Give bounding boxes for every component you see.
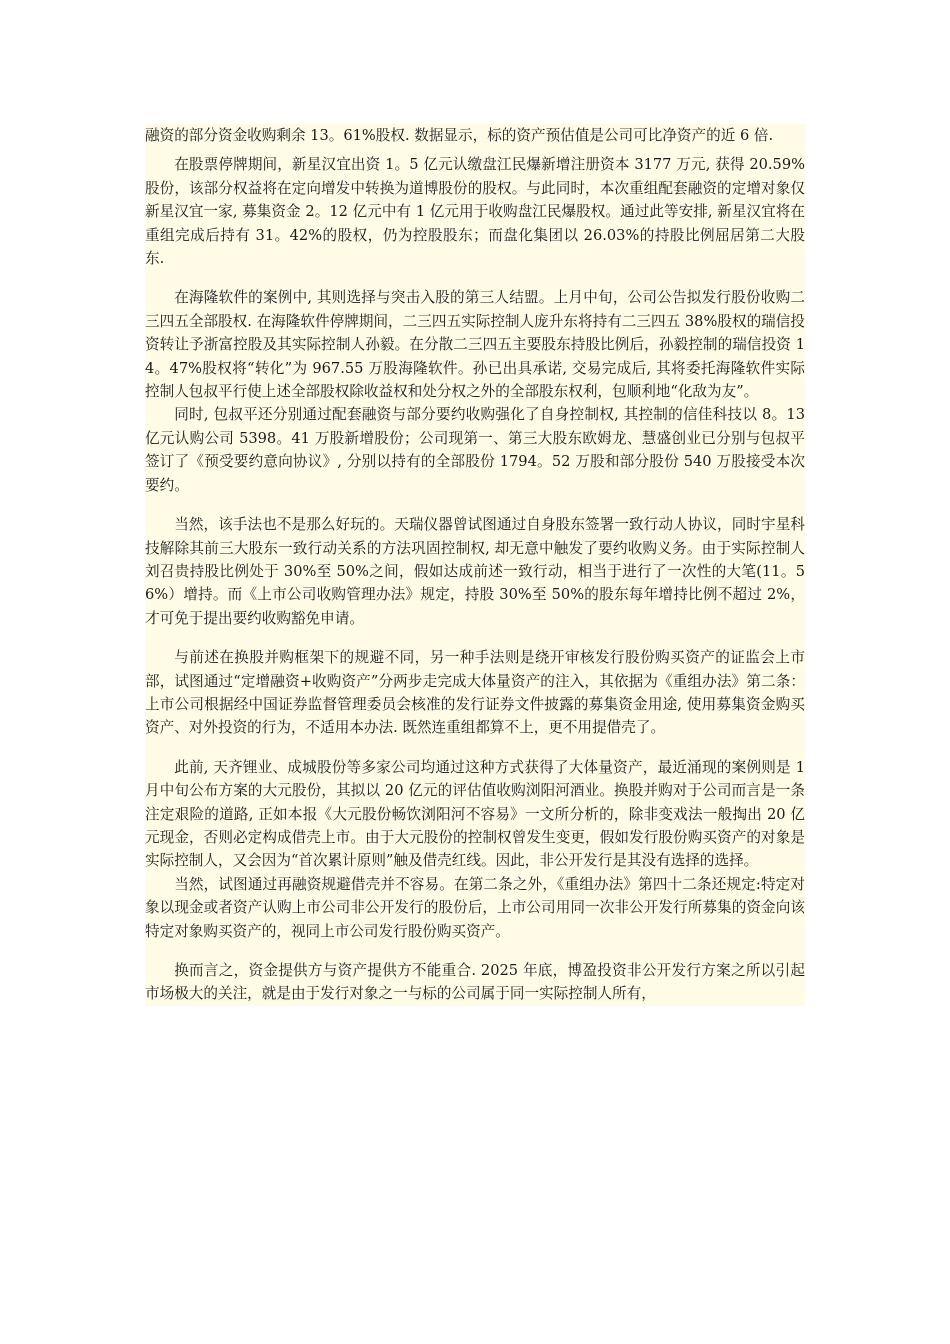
paragraph-6: 与前述在换股并购框架下的规避不同，另一种手法则是绕开审核发行股份购买资产的证监会上市部，试图通过“定增融资+收购资产”分两步走完成大体量资产的注入，其依据为《重组办法》第二条：上市公司根据经中国证券监督管理委员会核准的发行证券文件披露的募集资金用途, 使用募集资金购买资产、对外投资的行为，不适用本办法. 既然连重组都算不上，更不用提借壳了。	[145, 649, 805, 737]
paragraph-3: 在海隆软件的案例中, 其则选择与突击入股的第三人结盟。上月中旬，公司公告拟发行股份收购二三四五全部股权. 在海隆软件停牌期间，二三四五实际控制人庞升东将持有二三四五 38%股权的瑞信投资转让予浙富控股及其实际控制人孙毅。在分散二三四五主要股东持股比例后，孙毅控制的瑞信投资 14。47%股权将“转化”为 967.55 万股海隆软件。孙已出具承诺, 交易完成后, 其将委托海隆软件实际控制人包叔平行使上述全部股权除收益权和处分权之外的全部股东权利，包顺利地“化敌为友”。	[145, 289, 805, 401]
paragraph-5: 当然，该手法也不是那么好玩的。天瑞仪器曾试图通过自身股东签署一致行动人协议，同时宇星科技解除其前三大股东一致行动关系的方法巩固控制权, 却无意中触发了要约收购义务。由于实际控制人刘召贵持股比例处于 30%至 50%之间，假如达成前述一致行动，相当于进行了一次性的大笔(11。56%）增持。而《上市公司收购管理办法》规定，持股 30%至 50%的股东每年增持比例不超过 2%，才可免于提出要约收购豁免申请。	[145, 516, 805, 627]
paragraph-1: 融资的部分资金收购剩余 13。61%股权. 数据显示，标的资产预估值是公司可比净资产的近 6 倍.	[145, 127, 774, 144]
paragraph-2: 在股票停牌期间，新星汉宜出资 1。5 亿元认缴盘江民爆新增注册资本 3177 万元, 获得 20.59%股份，该部分权益将在定向增发中转换为道博股份的股权。与此同时，本次重组配套融资的定增对象仅新星汉宜一家, 募集资金 2。12 亿元中有 1 亿元用于收购盘江民爆股权。通过此等安排, 新星汉宜将在重组完成后持有 31。42%的股权，仍为控股股东；而盘化集团以 26.03%的持股比例屈居第二大股东.	[145, 156, 805, 268]
document-body	[145, 124, 805, 1006]
paragraph-8: 当然，试图通过再融资规避借壳并不容易。在第二条之外，《重组办法》第四十二条还规定:特定对象以现金或者资产认购上市公司非公开发行的股份后，上市公司用同一次非公开发行所募集的资金向该特定对象购买资产的，视同上市公司发行股份购买资产。	[145, 875, 805, 940]
paragraph-9: 换而言之，资金提供方与资产提供方不能重合. 2025 年底，博盈投资非公开发行方案之所以引起市场极大的关注，就是由于发行对象之一与标的公司属于同一实际控制人所有，	[145, 962, 805, 1003]
paragraph-4: 同时, 包叔平还分别通过配套融资与部分要约收购强化了自身控制权, 其控制的信佳科技以 8。13 亿元认购公司 5398。41 万股新增股份；公司现第一、第三大股东欧姆龙、慧盛创业已分别与包叔平签订了《预受要约意向协议》, 分别以持有的全部股份 1794。52 万股和部分股份 540 万股接受本次要约。	[145, 406, 805, 494]
paragraph-7: 此前, 天齐锂业、成城股份等多家公司均通过这种方式获得了大体量资产，最近涌现的案例则是 1 月中旬公布方案的大元股份，其拟以 20 亿元的评估值收购浏阳河酒业。换股并购对于公司而言是一条注定艰险的道路, 正如本报《大元股份畅饮浏阳河不容易》一文所分析的，除非变戏法一般掏出 20 亿元现金，否则必定构成借壳上市。由于大元股份的控制权曾发生变更，假如发行股份购买资产的对象是实际控制人，又会因为“首次累计原则”触及借壳红线。因此，非公开发行是其没有选择的选择。	[145, 758, 805, 870]
